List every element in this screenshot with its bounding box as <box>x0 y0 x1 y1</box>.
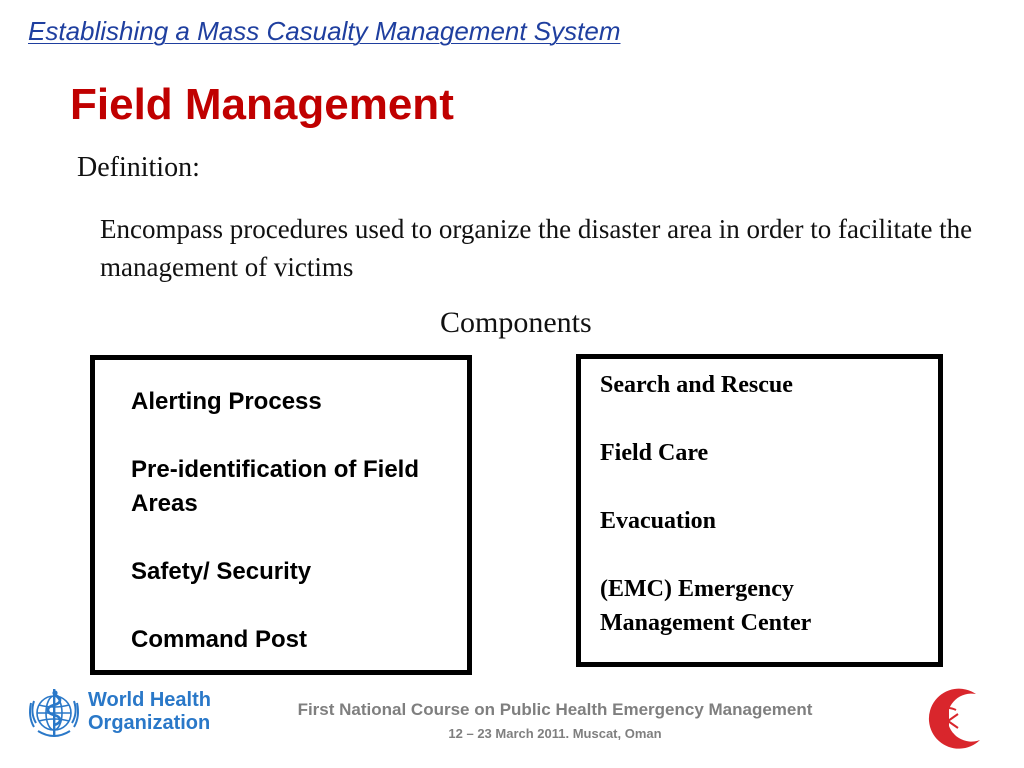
list-item: Search and Rescue <box>600 372 793 398</box>
definition-label: Definition: <box>77 152 200 183</box>
components-box-right <box>576 354 943 667</box>
list-item: Field Care <box>600 440 709 466</box>
list-item: Command Post <box>131 626 308 653</box>
list-item: (EMC) Emergency Management Center <box>600 576 812 636</box>
who-emblem-icon <box>24 683 84 743</box>
footer-dates: 12 – 23 March 2011. Muscat, Oman <box>448 726 662 741</box>
slide-subtitle[interactable]: Establishing a Mass Casualty Management System <box>28 16 621 46</box>
list-item: Alerting Process <box>131 388 322 415</box>
list-item: Evacuation <box>600 508 717 534</box>
oman-red-crescent-icon <box>914 684 994 754</box>
slide-title: Field Management <box>70 80 454 129</box>
who-logo-text-line2: Organization <box>88 712 211 734</box>
list-item: Safety/ Security <box>131 558 312 585</box>
components-box-left <box>90 355 472 675</box>
who-logo <box>24 683 211 743</box>
components-list-right <box>600 368 930 674</box>
list-item: Pre-identification of Field Areas <box>131 456 420 517</box>
components-heading: Components <box>440 306 592 339</box>
definition-text: Encompass procedures used to organize the disaster area in order to facilitate the management of victims <box>100 214 973 282</box>
components-list-left <box>131 385 451 691</box>
who-logo-text <box>88 689 211 735</box>
footer-course-title: First National Course on Public Health Emergency Management <box>297 700 813 719</box>
who-logo-text-line1: World Health <box>88 689 211 711</box>
